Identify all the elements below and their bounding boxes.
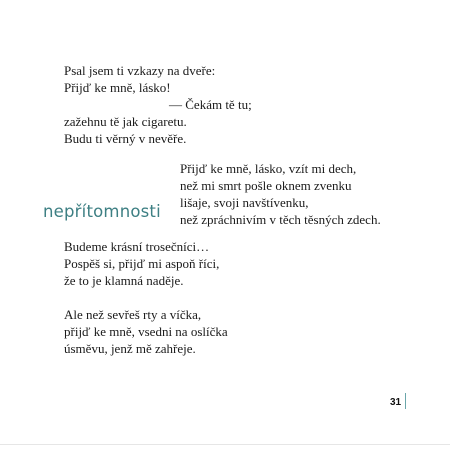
stanza-2 (180, 160, 381, 228)
poem-line: úsměvu, jenž mě zahřeje. (64, 341, 196, 356)
stanza-1 (64, 62, 252, 147)
poem-line: přijď ke mně, vsedni na oslíčka (64, 324, 228, 339)
poem-line: Psal jsem ti vzkazy na dveře: (64, 63, 216, 78)
page-number: 31 (390, 397, 402, 408)
poem-line: než mi smrt pošle oknem zvenku (180, 178, 352, 193)
poem-line: Pospěš si, přijď mi aspoň říci, (64, 256, 220, 271)
poem-line: Budu ti věrný v nevěře. (64, 131, 187, 146)
poem-line: zažehnu tě jak cigaretu. (64, 114, 187, 129)
poem-title: nepřítomnosti (43, 202, 161, 221)
poem-line: — Čekám tě tu; (169, 97, 252, 112)
poem-line: Přijď ke mně, lásko! (64, 80, 171, 95)
page-bottom-edge (0, 444, 450, 445)
poem-line: než zpráchnivím v těch těsných zdech. (180, 212, 381, 227)
poem-line: Ale než sevřeš rty a víčka, (64, 307, 202, 322)
page-number-rule (405, 393, 406, 409)
stanza-3 (64, 238, 219, 289)
stanza-4 (64, 306, 228, 357)
poem-line: Budeme krásní trosečníci… (64, 239, 210, 254)
poem-line: Přijď ke mně, lásko, vzít mi dech, (180, 161, 357, 176)
poem-line: lišaje, svoji navštívenku, (180, 195, 309, 210)
poem-line: že to je klamná naděje. (64, 273, 184, 288)
